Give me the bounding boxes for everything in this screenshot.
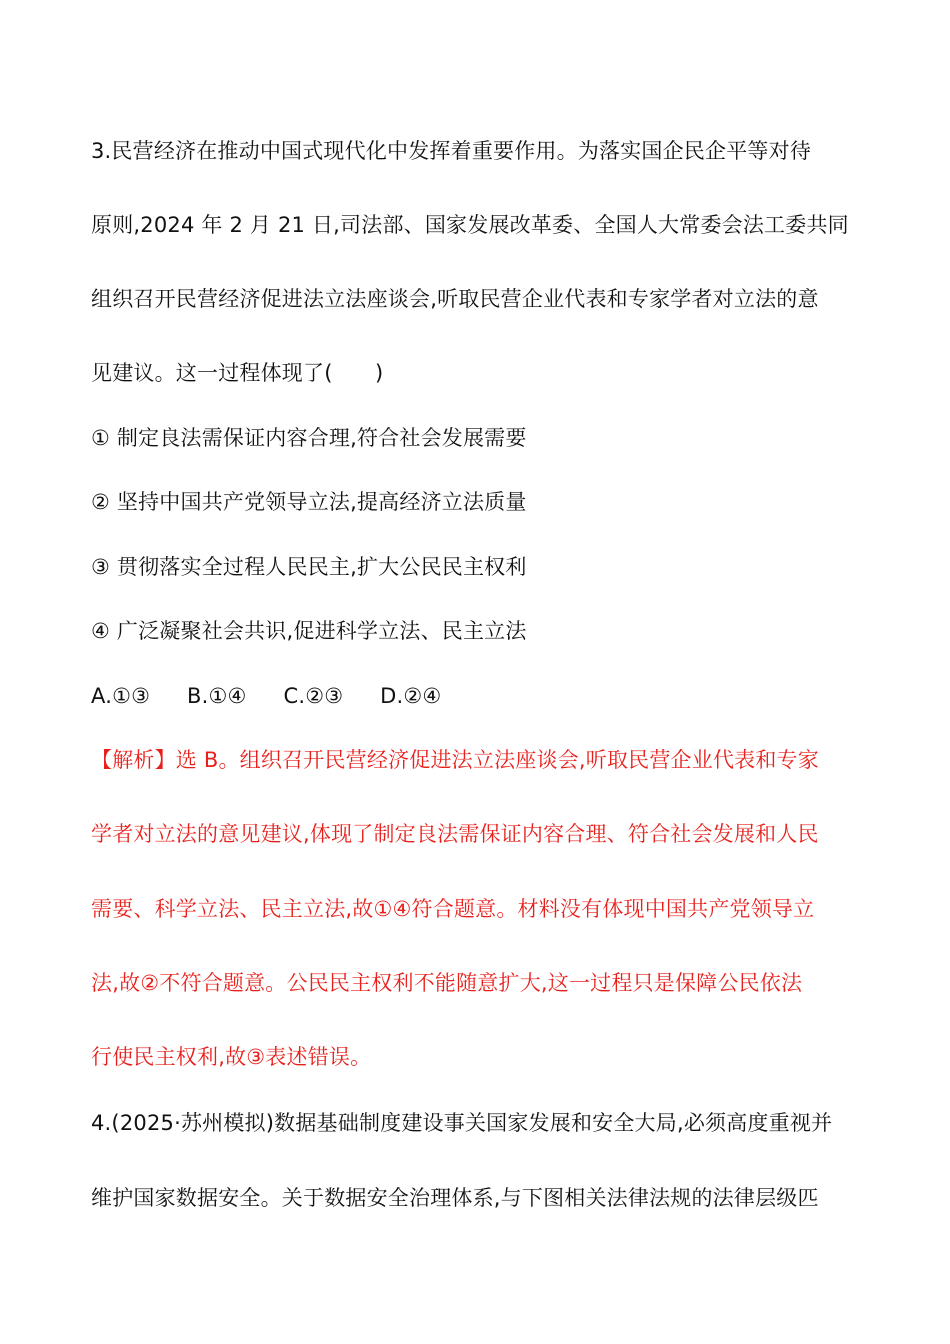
q3-statement-1: ① 制定良法需保证内容合理,符合社会发展需要 — [91, 426, 527, 450]
q3-stem-line-1: 3.民营经济在推动中国式现代化中发挥着重要作用。为落实国企民企平等对待 — [91, 139, 812, 163]
q3-statement-2: ② 坚持中国共产党领导立法,提高经济立法质量 — [91, 490, 527, 514]
q3-stem-line-2: 原则,2024 年 2 月 21 日,司法部、国家发展改革委、全国人大常委会法工委共同 — [91, 213, 849, 237]
q4-stem-line-1: 4.(2025·苏州模拟)数据基础制度建设事关国家发展和安全大局,必须高度重视并 — [91, 1111, 833, 1135]
q3-analysis-line-5: 行使民主权利,故③表述错误。 — [91, 1045, 372, 1069]
option-d: D.②④ — [380, 684, 442, 708]
q3-options — [91, 681, 861, 711]
option-a: A.①③ — [91, 684, 151, 708]
option-c: C.②③ — [283, 684, 344, 708]
q3-analysis-line-3: 需要、科学立法、民主立法,故①④符合题意。材料没有体现中国共产党领导立 — [91, 897, 815, 921]
q4-stem-line-2: 维护国家数据安全。关于数据安全治理体系,与下图相关法律法规的法律层级匹 — [91, 1186, 819, 1210]
option-b: B.①④ — [187, 684, 247, 708]
q3-stem-line-3: 组织召开民营经济促进法立法座谈会,听取民营企业代表和专家学者对立法的意 — [91, 287, 819, 311]
q3-analysis-line-1: 【解析】选 B。组织召开民营经济促进法立法座谈会,听取民营企业代表和专家 — [91, 748, 819, 772]
q3-statement-3: ③ 贯彻落实全过程人民民主,扩大公民民主权利 — [91, 555, 527, 579]
q3-statement-4: ④ 广泛凝聚社会共识,促进科学立法、民主立法 — [91, 619, 527, 643]
q3-stem-line-4: 见建议。这一过程体现了( ) — [91, 361, 384, 385]
q3-analysis-line-4: 法,故②不符合题意。公民民主权利不能随意扩大,这一过程只是保障公民依法 — [91, 971, 803, 995]
q3-analysis-line-2: 学者对立法的意见建议,体现了制定良法需保证内容合理、符合社会发展和人民 — [91, 822, 819, 846]
